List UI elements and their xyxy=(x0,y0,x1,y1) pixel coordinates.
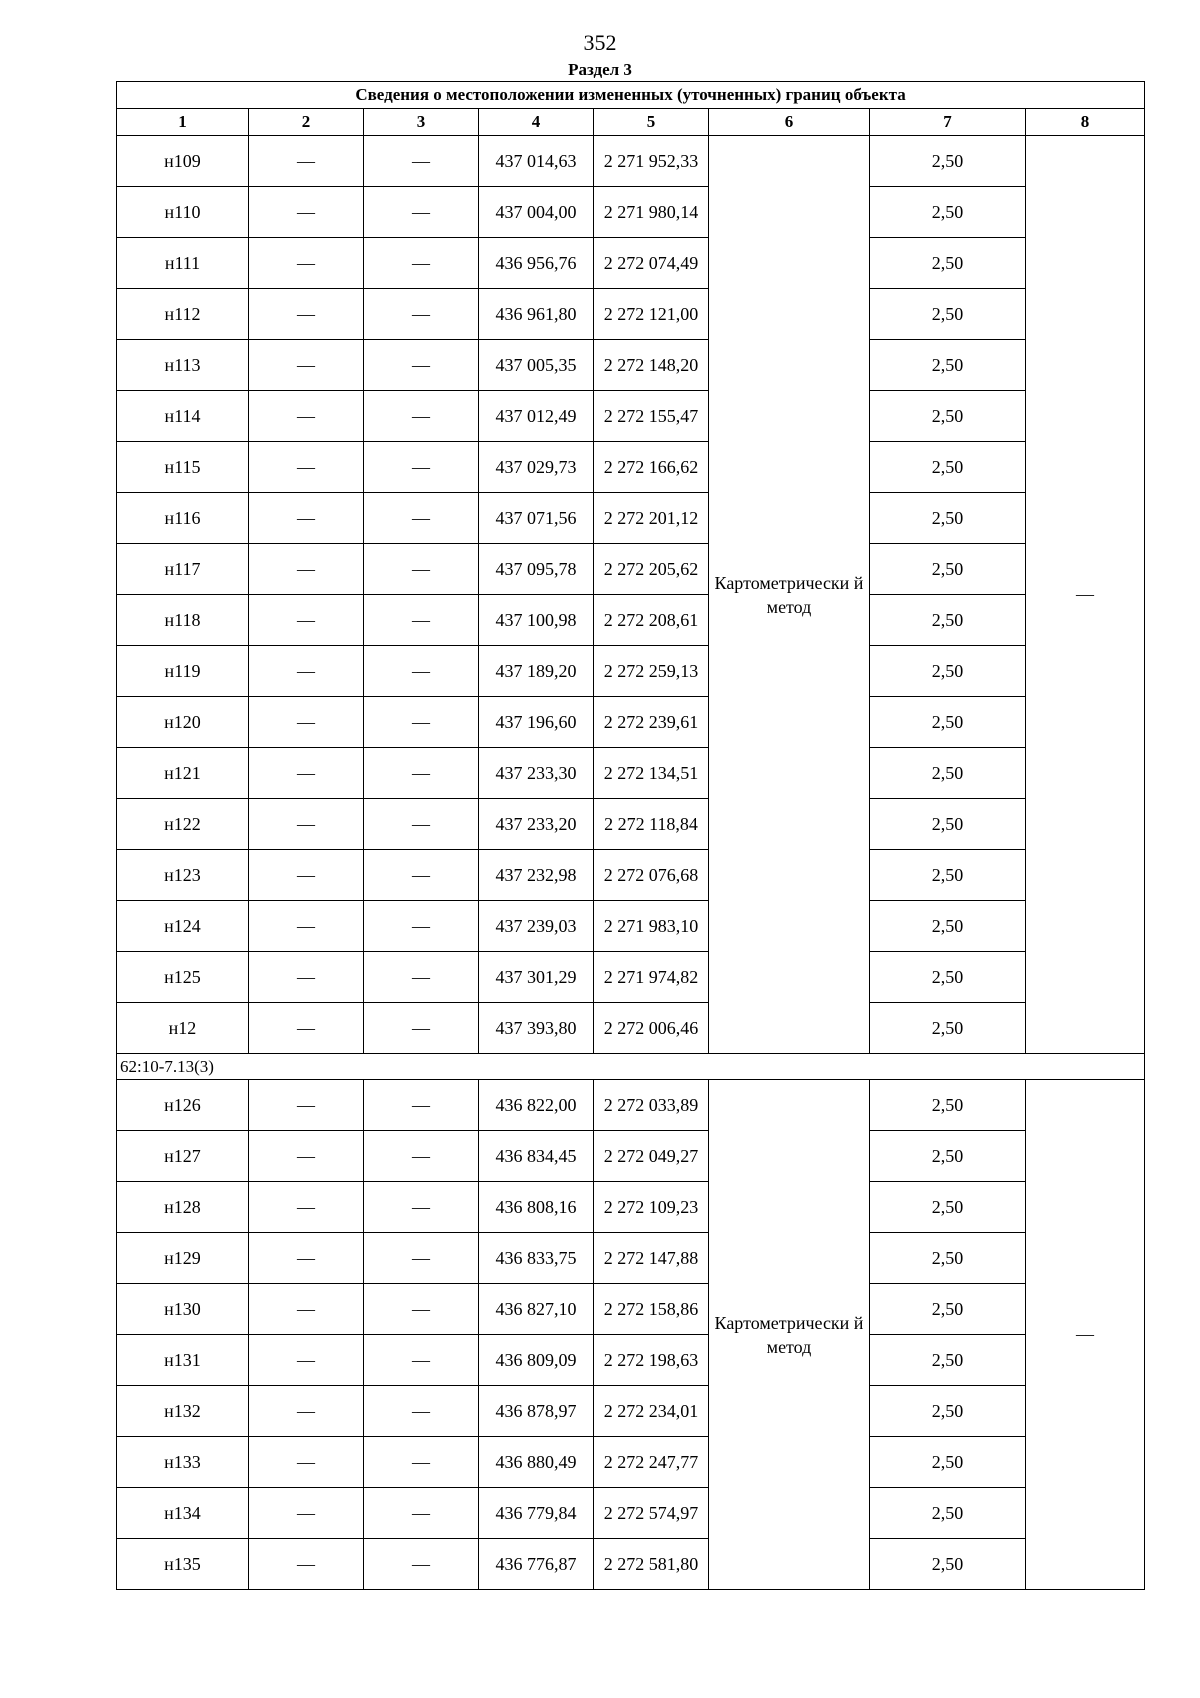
coordinate-y-cell: 2 272 166,62 xyxy=(594,442,709,493)
coordinate-x-cell: 437 014,63 xyxy=(479,136,594,187)
accuracy-cell: 2,50 xyxy=(870,697,1026,748)
point-name-cell: н130 xyxy=(117,1284,249,1335)
table-row xyxy=(117,1080,1145,1131)
column-3-cell: — xyxy=(364,493,479,544)
table-row xyxy=(117,1182,1145,1233)
coordinate-y-cell: 2 271 974,82 xyxy=(594,952,709,1003)
column-3-cell: — xyxy=(364,1284,479,1335)
column-2-cell: — xyxy=(249,238,364,289)
coordinate-y-cell: 2 272 581,80 xyxy=(594,1539,709,1590)
column-3-cell: — xyxy=(364,748,479,799)
coordinate-x-cell: 437 029,73 xyxy=(479,442,594,493)
column-3-cell: — xyxy=(364,1539,479,1590)
point-name-cell: н131 xyxy=(117,1335,249,1386)
accuracy-cell: 2,50 xyxy=(870,952,1026,1003)
coordinate-x-cell: 436 776,87 xyxy=(479,1539,594,1590)
coordinate-y-cell: 2 272 201,12 xyxy=(594,493,709,544)
coordinate-y-cell: 2 272 109,23 xyxy=(594,1182,709,1233)
coordinate-y-cell: 2 272 147,88 xyxy=(594,1233,709,1284)
accuracy-cell: 2,50 xyxy=(870,1539,1026,1590)
column-2-cell: — xyxy=(249,493,364,544)
coordinate-x-cell: 436 827,10 xyxy=(479,1284,594,1335)
column-2-cell: — xyxy=(249,748,364,799)
point-name-cell: н114 xyxy=(117,391,249,442)
coordinate-x-cell: 437 232,98 xyxy=(479,850,594,901)
boundary-coordinates-table xyxy=(116,81,1145,1590)
table-row xyxy=(117,340,1145,391)
accuracy-cell: 2,50 xyxy=(870,1080,1026,1131)
column-number: 7 xyxy=(870,109,1026,136)
column-3-cell: — xyxy=(364,289,479,340)
column-2-cell: — xyxy=(249,952,364,1003)
point-name-cell: н126 xyxy=(117,1080,249,1131)
column-3-cell: — xyxy=(364,952,479,1003)
coordinate-x-cell: 437 196,60 xyxy=(479,697,594,748)
column-8-cell: — xyxy=(1026,136,1145,1054)
point-name-cell: н120 xyxy=(117,697,249,748)
coordinate-y-cell: 2 272 205,62 xyxy=(594,544,709,595)
table-row xyxy=(117,1488,1145,1539)
column-2-cell: — xyxy=(249,136,364,187)
coordinate-x-cell: 437 095,78 xyxy=(479,544,594,595)
column-number: 6 xyxy=(709,109,870,136)
column-3-cell: — xyxy=(364,595,479,646)
point-name-cell: н113 xyxy=(117,340,249,391)
column-2-cell: — xyxy=(249,1437,364,1488)
column-2-cell: — xyxy=(249,850,364,901)
table-row xyxy=(117,952,1145,1003)
column-2-cell: — xyxy=(249,289,364,340)
table-row xyxy=(117,1386,1145,1437)
point-name-cell: н127 xyxy=(117,1131,249,1182)
coordinate-x-cell: 437 071,56 xyxy=(479,493,594,544)
accuracy-cell: 2,50 xyxy=(870,1182,1026,1233)
table-row xyxy=(117,1003,1145,1054)
column-3-cell: — xyxy=(364,1131,479,1182)
coordinate-y-cell: 2 272 134,51 xyxy=(594,748,709,799)
section-title: Раздел 3 xyxy=(568,60,632,79)
column-2-cell: — xyxy=(249,1131,364,1182)
column-3-cell: — xyxy=(364,1335,479,1386)
coordinate-x-cell: 436 961,80 xyxy=(479,289,594,340)
column-number: 8 xyxy=(1026,109,1145,136)
group-label: 62:10-7.13(3) xyxy=(117,1054,1145,1080)
column-3-cell: — xyxy=(364,1182,479,1233)
table-row xyxy=(117,799,1145,850)
accuracy-cell: 2,50 xyxy=(870,1437,1026,1488)
coordinate-y-cell: 2 272 259,13 xyxy=(594,646,709,697)
point-name-cell: н124 xyxy=(117,901,249,952)
column-2-cell: — xyxy=(249,391,364,442)
table-row xyxy=(117,1335,1145,1386)
coordinate-y-cell: 2 272 121,00 xyxy=(594,289,709,340)
coordinate-y-cell: 2 272 155,47 xyxy=(594,391,709,442)
table-row xyxy=(117,748,1145,799)
coordinate-x-cell: 437 004,00 xyxy=(479,187,594,238)
column-2-cell: — xyxy=(249,442,364,493)
point-name-cell: н132 xyxy=(117,1386,249,1437)
page-number: 352 xyxy=(583,30,617,55)
coordinate-y-cell: 2 272 239,61 xyxy=(594,697,709,748)
accuracy-cell: 2,50 xyxy=(870,595,1026,646)
column-2-cell: — xyxy=(249,1284,364,1335)
column-2-cell: — xyxy=(249,1386,364,1437)
column-3-cell: — xyxy=(364,238,479,289)
column-2-cell: — xyxy=(249,901,364,952)
table-row xyxy=(117,544,1145,595)
coordinate-x-cell: 436 809,09 xyxy=(479,1335,594,1386)
coordinate-x-cell: 436 779,84 xyxy=(479,1488,594,1539)
coordinate-x-cell: 436 833,75 xyxy=(479,1233,594,1284)
column-3-cell: — xyxy=(364,901,479,952)
group-label-row xyxy=(117,1054,1145,1080)
column-2-cell: — xyxy=(249,1488,364,1539)
column-2-cell: — xyxy=(249,799,364,850)
column-number: 3 xyxy=(364,109,479,136)
table-row xyxy=(117,1539,1145,1590)
column-3-cell: — xyxy=(364,646,479,697)
point-name-cell: н109 xyxy=(117,136,249,187)
table-row xyxy=(117,391,1145,442)
coordinate-y-cell: 2 271 980,14 xyxy=(594,187,709,238)
point-name-cell: н115 xyxy=(117,442,249,493)
column-3-cell: — xyxy=(364,1233,479,1284)
coordinate-x-cell: 436 956,76 xyxy=(479,238,594,289)
column-2-cell: — xyxy=(249,1003,364,1054)
column-3-cell: — xyxy=(364,1386,479,1437)
column-2-cell: — xyxy=(249,595,364,646)
column-2-cell: — xyxy=(249,340,364,391)
coordinate-x-cell: 437 239,03 xyxy=(479,901,594,952)
coordinate-x-cell: 437 005,35 xyxy=(479,340,594,391)
column-number: 2 xyxy=(249,109,364,136)
table-row xyxy=(117,1233,1145,1284)
column-3-cell: — xyxy=(364,697,479,748)
point-name-cell: н134 xyxy=(117,1488,249,1539)
point-name-cell: н116 xyxy=(117,493,249,544)
point-name-cell: н122 xyxy=(117,799,249,850)
column-3-cell: — xyxy=(364,1003,479,1054)
table-row xyxy=(117,442,1145,493)
table-row xyxy=(117,697,1145,748)
coordinate-y-cell: 2 271 952,33 xyxy=(594,136,709,187)
column-3-cell: — xyxy=(364,850,479,901)
coordinate-x-cell: 437 012,49 xyxy=(479,391,594,442)
coordinate-x-cell: 437 233,20 xyxy=(479,799,594,850)
coordinate-y-cell: 2 272 033,89 xyxy=(594,1080,709,1131)
point-name-cell: н117 xyxy=(117,544,249,595)
table-row xyxy=(117,1437,1145,1488)
coordinate-x-cell: 436 834,45 xyxy=(479,1131,594,1182)
point-name-cell: н121 xyxy=(117,748,249,799)
column-2-cell: — xyxy=(249,544,364,595)
accuracy-cell: 2,50 xyxy=(870,289,1026,340)
coordinate-x-cell: 436 880,49 xyxy=(479,1437,594,1488)
column-3-cell: — xyxy=(364,340,479,391)
point-name-cell: н135 xyxy=(117,1539,249,1590)
table-row xyxy=(117,493,1145,544)
column-2-cell: — xyxy=(249,697,364,748)
column-2-cell: — xyxy=(249,1335,364,1386)
column-3-cell: — xyxy=(364,187,479,238)
table-title: Сведения о местоположении измененных (уточненных) границ объекта xyxy=(117,82,1145,109)
coordinate-y-cell: 2 272 574,97 xyxy=(594,1488,709,1539)
point-name-cell: н133 xyxy=(117,1437,249,1488)
table-row xyxy=(117,646,1145,697)
point-name-cell: н118 xyxy=(117,595,249,646)
accuracy-cell: 2,50 xyxy=(870,850,1026,901)
coordinate-y-cell: 2 272 247,77 xyxy=(594,1437,709,1488)
accuracy-cell: 2,50 xyxy=(870,1386,1026,1437)
method-cell: Картометрически й метод xyxy=(709,1080,870,1590)
column-3-cell: — xyxy=(364,1080,479,1131)
column-2-cell: — xyxy=(249,1182,364,1233)
accuracy-cell: 2,50 xyxy=(870,136,1026,187)
accuracy-cell: 2,50 xyxy=(870,340,1026,391)
accuracy-cell: 2,50 xyxy=(870,748,1026,799)
coordinate-y-cell: 2 271 983,10 xyxy=(594,901,709,952)
table-row xyxy=(117,1284,1145,1335)
point-name-cell: н128 xyxy=(117,1182,249,1233)
accuracy-cell: 2,50 xyxy=(870,1131,1026,1182)
table-row xyxy=(117,1131,1145,1182)
table-title-row xyxy=(117,82,1145,109)
table-row xyxy=(117,238,1145,289)
point-name-cell: н110 xyxy=(117,187,249,238)
coordinate-y-cell: 2 272 074,49 xyxy=(594,238,709,289)
coordinate-y-cell: 2 272 208,61 xyxy=(594,595,709,646)
accuracy-cell: 2,50 xyxy=(870,799,1026,850)
point-name-cell: н112 xyxy=(117,289,249,340)
table-row xyxy=(117,187,1145,238)
table-row xyxy=(117,289,1145,340)
point-name-cell: н12 xyxy=(117,1003,249,1054)
column-3-cell: — xyxy=(364,544,479,595)
method-cell: Картометрически й метод xyxy=(709,136,870,1054)
accuracy-cell: 2,50 xyxy=(870,238,1026,289)
column-3-cell: — xyxy=(364,799,479,850)
column-2-cell: — xyxy=(249,187,364,238)
accuracy-cell: 2,50 xyxy=(870,493,1026,544)
accuracy-cell: 2,50 xyxy=(870,1233,1026,1284)
table-row xyxy=(117,136,1145,187)
table-row xyxy=(117,901,1145,952)
point-name-cell: н119 xyxy=(117,646,249,697)
accuracy-cell: 2,50 xyxy=(870,901,1026,952)
column-3-cell: — xyxy=(364,442,479,493)
column-2-cell: — xyxy=(249,1080,364,1131)
coordinate-y-cell: 2 272 234,01 xyxy=(594,1386,709,1437)
coordinate-y-cell: 2 272 148,20 xyxy=(594,340,709,391)
accuracy-cell: 2,50 xyxy=(870,1003,1026,1054)
column-8-cell: — xyxy=(1026,1080,1145,1590)
coordinate-x-cell: 437 100,98 xyxy=(479,595,594,646)
column-3-cell: — xyxy=(364,391,479,442)
accuracy-cell: 2,50 xyxy=(870,544,1026,595)
coordinate-y-cell: 2 272 076,68 xyxy=(594,850,709,901)
column-2-cell: — xyxy=(249,1539,364,1590)
point-name-cell: н125 xyxy=(117,952,249,1003)
column-number: 4 xyxy=(479,109,594,136)
point-name-cell: н123 xyxy=(117,850,249,901)
column-number: 5 xyxy=(594,109,709,136)
column-3-cell: — xyxy=(364,1488,479,1539)
coordinate-x-cell: 436 822,00 xyxy=(479,1080,594,1131)
table-body xyxy=(117,82,1145,1590)
coordinate-y-cell: 2 272 049,27 xyxy=(594,1131,709,1182)
accuracy-cell: 2,50 xyxy=(870,1284,1026,1335)
coordinate-x-cell: 437 393,80 xyxy=(479,1003,594,1054)
column-number: 1 xyxy=(117,109,249,136)
accuracy-cell: 2,50 xyxy=(870,646,1026,697)
accuracy-cell: 2,50 xyxy=(870,442,1026,493)
coordinate-y-cell: 2 272 118,84 xyxy=(594,799,709,850)
point-name-cell: н129 xyxy=(117,1233,249,1284)
accuracy-cell: 2,50 xyxy=(870,391,1026,442)
column-2-cell: — xyxy=(249,1233,364,1284)
coordinate-x-cell: 437 189,20 xyxy=(479,646,594,697)
column-3-cell: — xyxy=(364,136,479,187)
coordinate-x-cell: 437 233,30 xyxy=(479,748,594,799)
coordinate-y-cell: 2 272 198,63 xyxy=(594,1335,709,1386)
accuracy-cell: 2,50 xyxy=(870,1335,1026,1386)
table-row xyxy=(117,850,1145,901)
column-3-cell: — xyxy=(364,1437,479,1488)
coordinate-y-cell: 2 272 158,86 xyxy=(594,1284,709,1335)
accuracy-cell: 2,50 xyxy=(870,1488,1026,1539)
coordinate-x-cell: 436 808,16 xyxy=(479,1182,594,1233)
coordinate-x-cell: 436 878,97 xyxy=(479,1386,594,1437)
coordinate-y-cell: 2 272 006,46 xyxy=(594,1003,709,1054)
column-2-cell: — xyxy=(249,646,364,697)
point-name-cell: н111 xyxy=(117,238,249,289)
table-row xyxy=(117,595,1145,646)
column-number-row xyxy=(117,109,1145,136)
coordinate-x-cell: 437 301,29 xyxy=(479,952,594,1003)
accuracy-cell: 2,50 xyxy=(870,187,1026,238)
